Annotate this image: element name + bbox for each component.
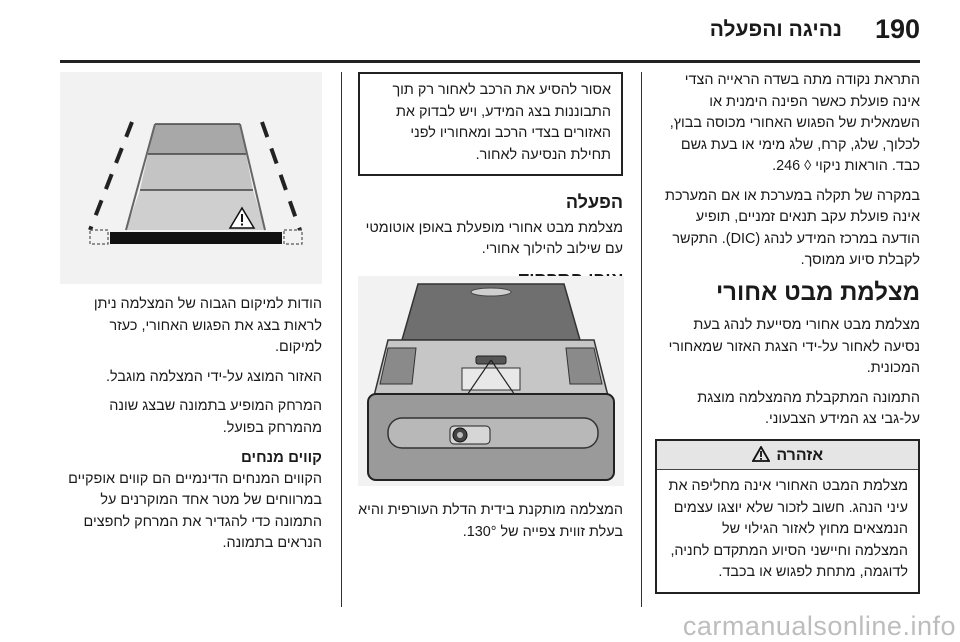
blind-spot-note: התראת נקודה מתה בשדה הראייה הצדי אינה פועלת כאשר הפינה הימנית או השמאלית של הפגוש האחורי מכוסה בבוץ, לכלוך, שלג, קרח, שלג מימי או בעת גשם כבד. הוראות ניקוי ◊ 246.	[669, 72, 920, 174]
camera-caption-text: המצלמה מותקנת בידית הדלת העורפית והיא בעלת זווית צפייה של 130°.	[358, 502, 623, 540]
column-divider-right	[641, 72, 642, 607]
warning-label: אזהרה	[776, 446, 824, 464]
figure-caption	[358, 500, 623, 551]
watermark: carmanualsonline.info	[682, 611, 956, 641]
camera-display-figure	[60, 72, 322, 284]
rear-camera-intro: מצלמת מבט אחורי מסייעת לנהג בעת נסיעה לאחור על-ידי הצגת האזור שמאחורי המכונית.	[668, 317, 920, 376]
warning-box	[655, 439, 920, 594]
warning-text: מצלמת המבט האחורי אינה מחליפה את עיני הנהג. חשוב לזכור שלא יוצגו עצמים הנמצאים מחוץ לאזור הגילוי של המצלמה וחיישני הסיוע המתקדם לחניה, לדוגמה, מתחת לפגוש או בכבד.	[668, 478, 908, 580]
warning-header	[657, 441, 918, 471]
distance-note: המרחק המופיע בתמונה שבצג שונה מהמרחק בפועל.	[109, 398, 322, 436]
column-divider-left	[341, 72, 342, 607]
warning-triangle-icon	[752, 446, 770, 462]
notice-box	[358, 72, 623, 176]
section-heading-activation: הפעלה	[565, 192, 623, 212]
header-rule	[60, 60, 920, 63]
malfunction-note: במקרה של תקלה במערכת או אם המערכת אינה פועלת עקב תנאים זמניים, תופיע הודעה במרכז המידע לנהג (DIC). התקשר לקבלת סיוע ממוסך.	[665, 187, 920, 268]
right-column	[655, 70, 920, 594]
notice-text: אסור להסיע את הרכב לאחור רק תוך התבוננות בצג המידע, ויש לבדוק את האזורים בצדי הרכב ומאחוריו לפני תחילת הנסיעה לאחור.	[392, 82, 611, 163]
section-heading-guidelines: קווים מנחים	[241, 449, 322, 466]
rear-camera-location-figure	[358, 276, 624, 486]
middle-column	[358, 72, 623, 294]
section-heading-rear-camera: מצלמת מבט אחורי	[715, 278, 920, 306]
rear-camera-display: התמונה המתקבלת מהמצלמה מוצגת על-גבי צג המידע הצבעוני.	[697, 389, 920, 427]
left-column	[60, 294, 322, 563]
page-title: נהיגה והפעלה	[709, 18, 842, 41]
guidelines-text: הקווים המנחים הדינמיים הם קווים אופקיים במרווחים של מטר אחד המוקרנים על התמונה כדי להגדיר את המרחק לחפצים הנראים בתמונה.	[68, 470, 322, 551]
high-position-note: הודות למיקום הגבוה של המצלמה ניתן לראות בצג את הפגוש האחורי, כעזר למיקום.	[93, 296, 322, 355]
activation-text: מצלמת מבט אחורי מופעלת באופן אוטומטי עם שילוב להילוך אחורי.	[365, 219, 623, 257]
page-number: 190	[874, 14, 920, 44]
limited-area-note: האזור המוצג על-ידי המצלמה מוגבל.	[106, 368, 322, 385]
